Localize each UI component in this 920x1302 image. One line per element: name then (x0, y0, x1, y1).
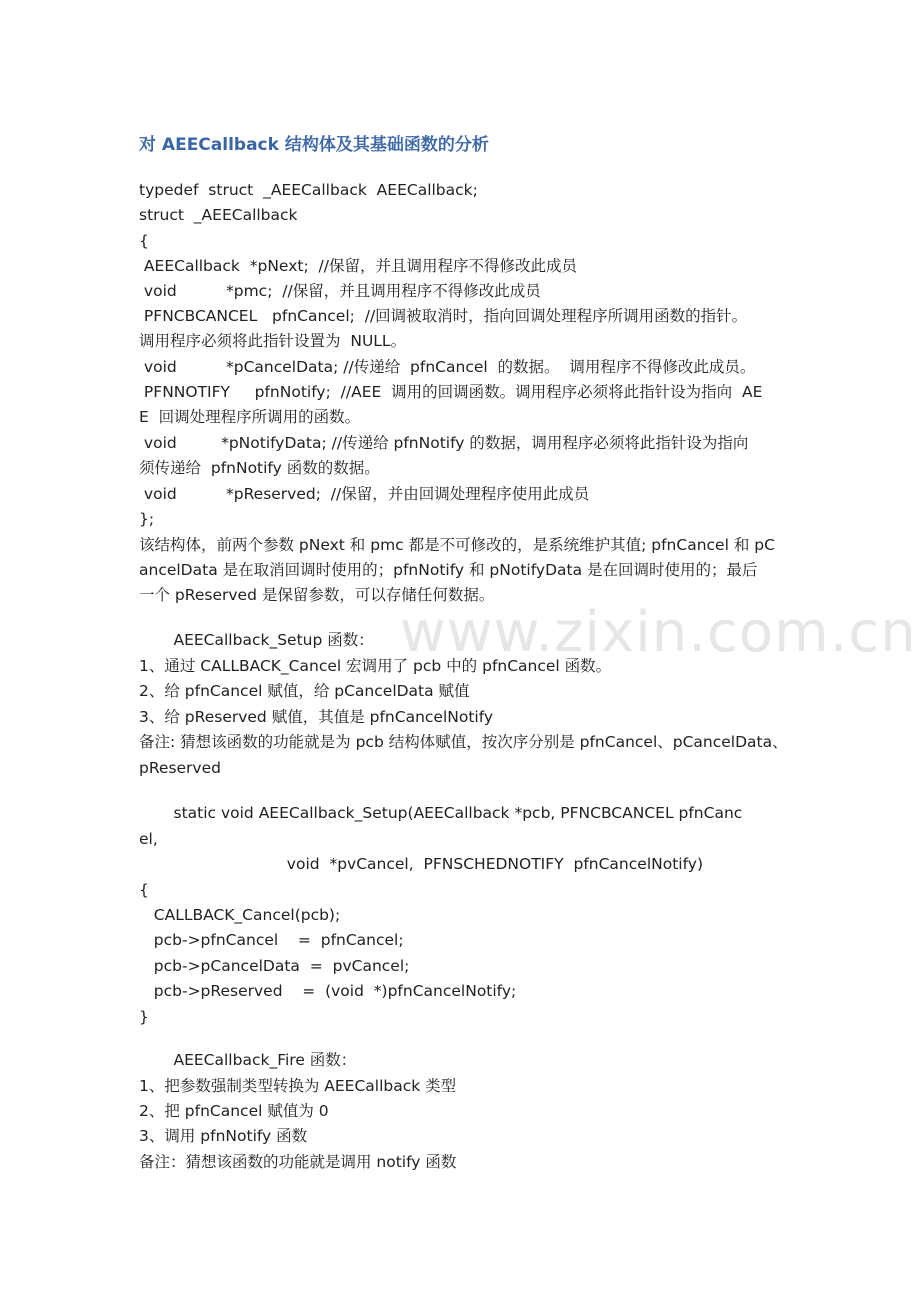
text-line: el, (139, 830, 158, 848)
text-line: 该结构体，前两个参数 pNext 和 pmc 都是不可修改的，是系统维护其值; pfnCancel 和 pC (139, 536, 775, 554)
watermark: www.zixin.com.cn (400, 600, 917, 665)
text-line: { (139, 232, 149, 250)
text-line: void *pvCancel, PFNSCHEDNOTIFY pfnCancelNotify) (139, 855, 703, 873)
text-line: void *pCancelData; //传递给 pfnCancel 的数据。 调用程序不得修改此成员。 (139, 358, 756, 376)
text-line: pcb->pfnCancel = pfnCancel; (139, 931, 404, 949)
text-line: void *pReserved; //保留，并由回调处理程序使用此成员 (139, 485, 590, 503)
text-line: typedef struct _AEECallback AEECallback; (139, 181, 478, 199)
text-line: AEECallback_Setup 函数： (139, 631, 374, 649)
text-line: 1、通过 CALLBACK_Cancel 宏调用了 pcb 中的 pfnCancel 函数。 (139, 657, 612, 675)
text-line: static void AEECallback_Setup(AEECallback *pcb, PFNCBCANCEL pfnCanc (139, 804, 743, 822)
text-line: 备注: 猜想该函数的功能就是为 pcb 结构体赋值，按次序分别是 pfnCancel、pCancelData、 (139, 733, 788, 751)
text-line: }; (139, 510, 155, 528)
text-line: 2、给 pfnCancel 赋值，给 pCancelData 赋值 (139, 682, 470, 700)
text-line: struct _AEECallback (139, 206, 298, 224)
text-line: PFNNOTIFY pfnNotify; //AEE 调用的回调函数。调用程序必须将此指针设为指向 AE (139, 383, 763, 401)
text-line: void *pNotifyData; //传递给 pfnNotify 的数据，调用程序必须将此指针设为指向 (139, 434, 749, 452)
document-title: 对 AEECallback 结构体及其基础函数的分析 (139, 135, 489, 155)
text-line: CALLBACK_Cancel(pcb); (139, 906, 341, 924)
text-line: 3、调用 pfnNotify 函数 (139, 1127, 308, 1145)
text-line: pcb->pReserved = (void *)pfnCancelNotify; (139, 982, 517, 1000)
text-line: PFNCBCANCEL pfnCancel; //回调被取消时，指向回调处理程序所调用函数的指针。 (139, 307, 748, 325)
text-line: 1、把参数强制类型转换为 AEECallback 类型 (139, 1077, 457, 1095)
text-line: pReserved (139, 759, 221, 777)
text-line: pcb->pCancelData = pvCancel; (139, 957, 410, 975)
text-line: E 回调处理程序所调用的函数。 (139, 408, 361, 426)
text-line: ancelData 是在取消回调时使用的；pfnNotify 和 pNotifyData 是在回调时使用的；最后 (139, 561, 758, 579)
text-line: 备注：猜想该函数的功能就是调用 notify 函数 (139, 1153, 457, 1171)
text-line: 一个 pReserved 是保留参数，可以存储任何数据。 (139, 586, 495, 604)
text-line: void *pmc; //保留，并且调用程序不得修改此成员 (139, 282, 541, 300)
text-line: 调用程序必须将此指针设置为 NULL。 (139, 332, 407, 350)
text-line: 2、把 pfnCancel 赋值为 0 (139, 1102, 329, 1120)
text-line: 3、给 pReserved 赋值，其值是 pfnCancelNotify (139, 708, 494, 726)
text-line: { (139, 881, 149, 899)
text-line: AEECallback *pNext; //保留，并且调用程序不得修改此成员 (139, 257, 577, 275)
text-line: AEECallback_Fire 函数： (139, 1051, 357, 1069)
text-line: } (139, 1008, 149, 1026)
text-line: 须传递给 pfnNotify 函数的数据。 (139, 459, 380, 477)
